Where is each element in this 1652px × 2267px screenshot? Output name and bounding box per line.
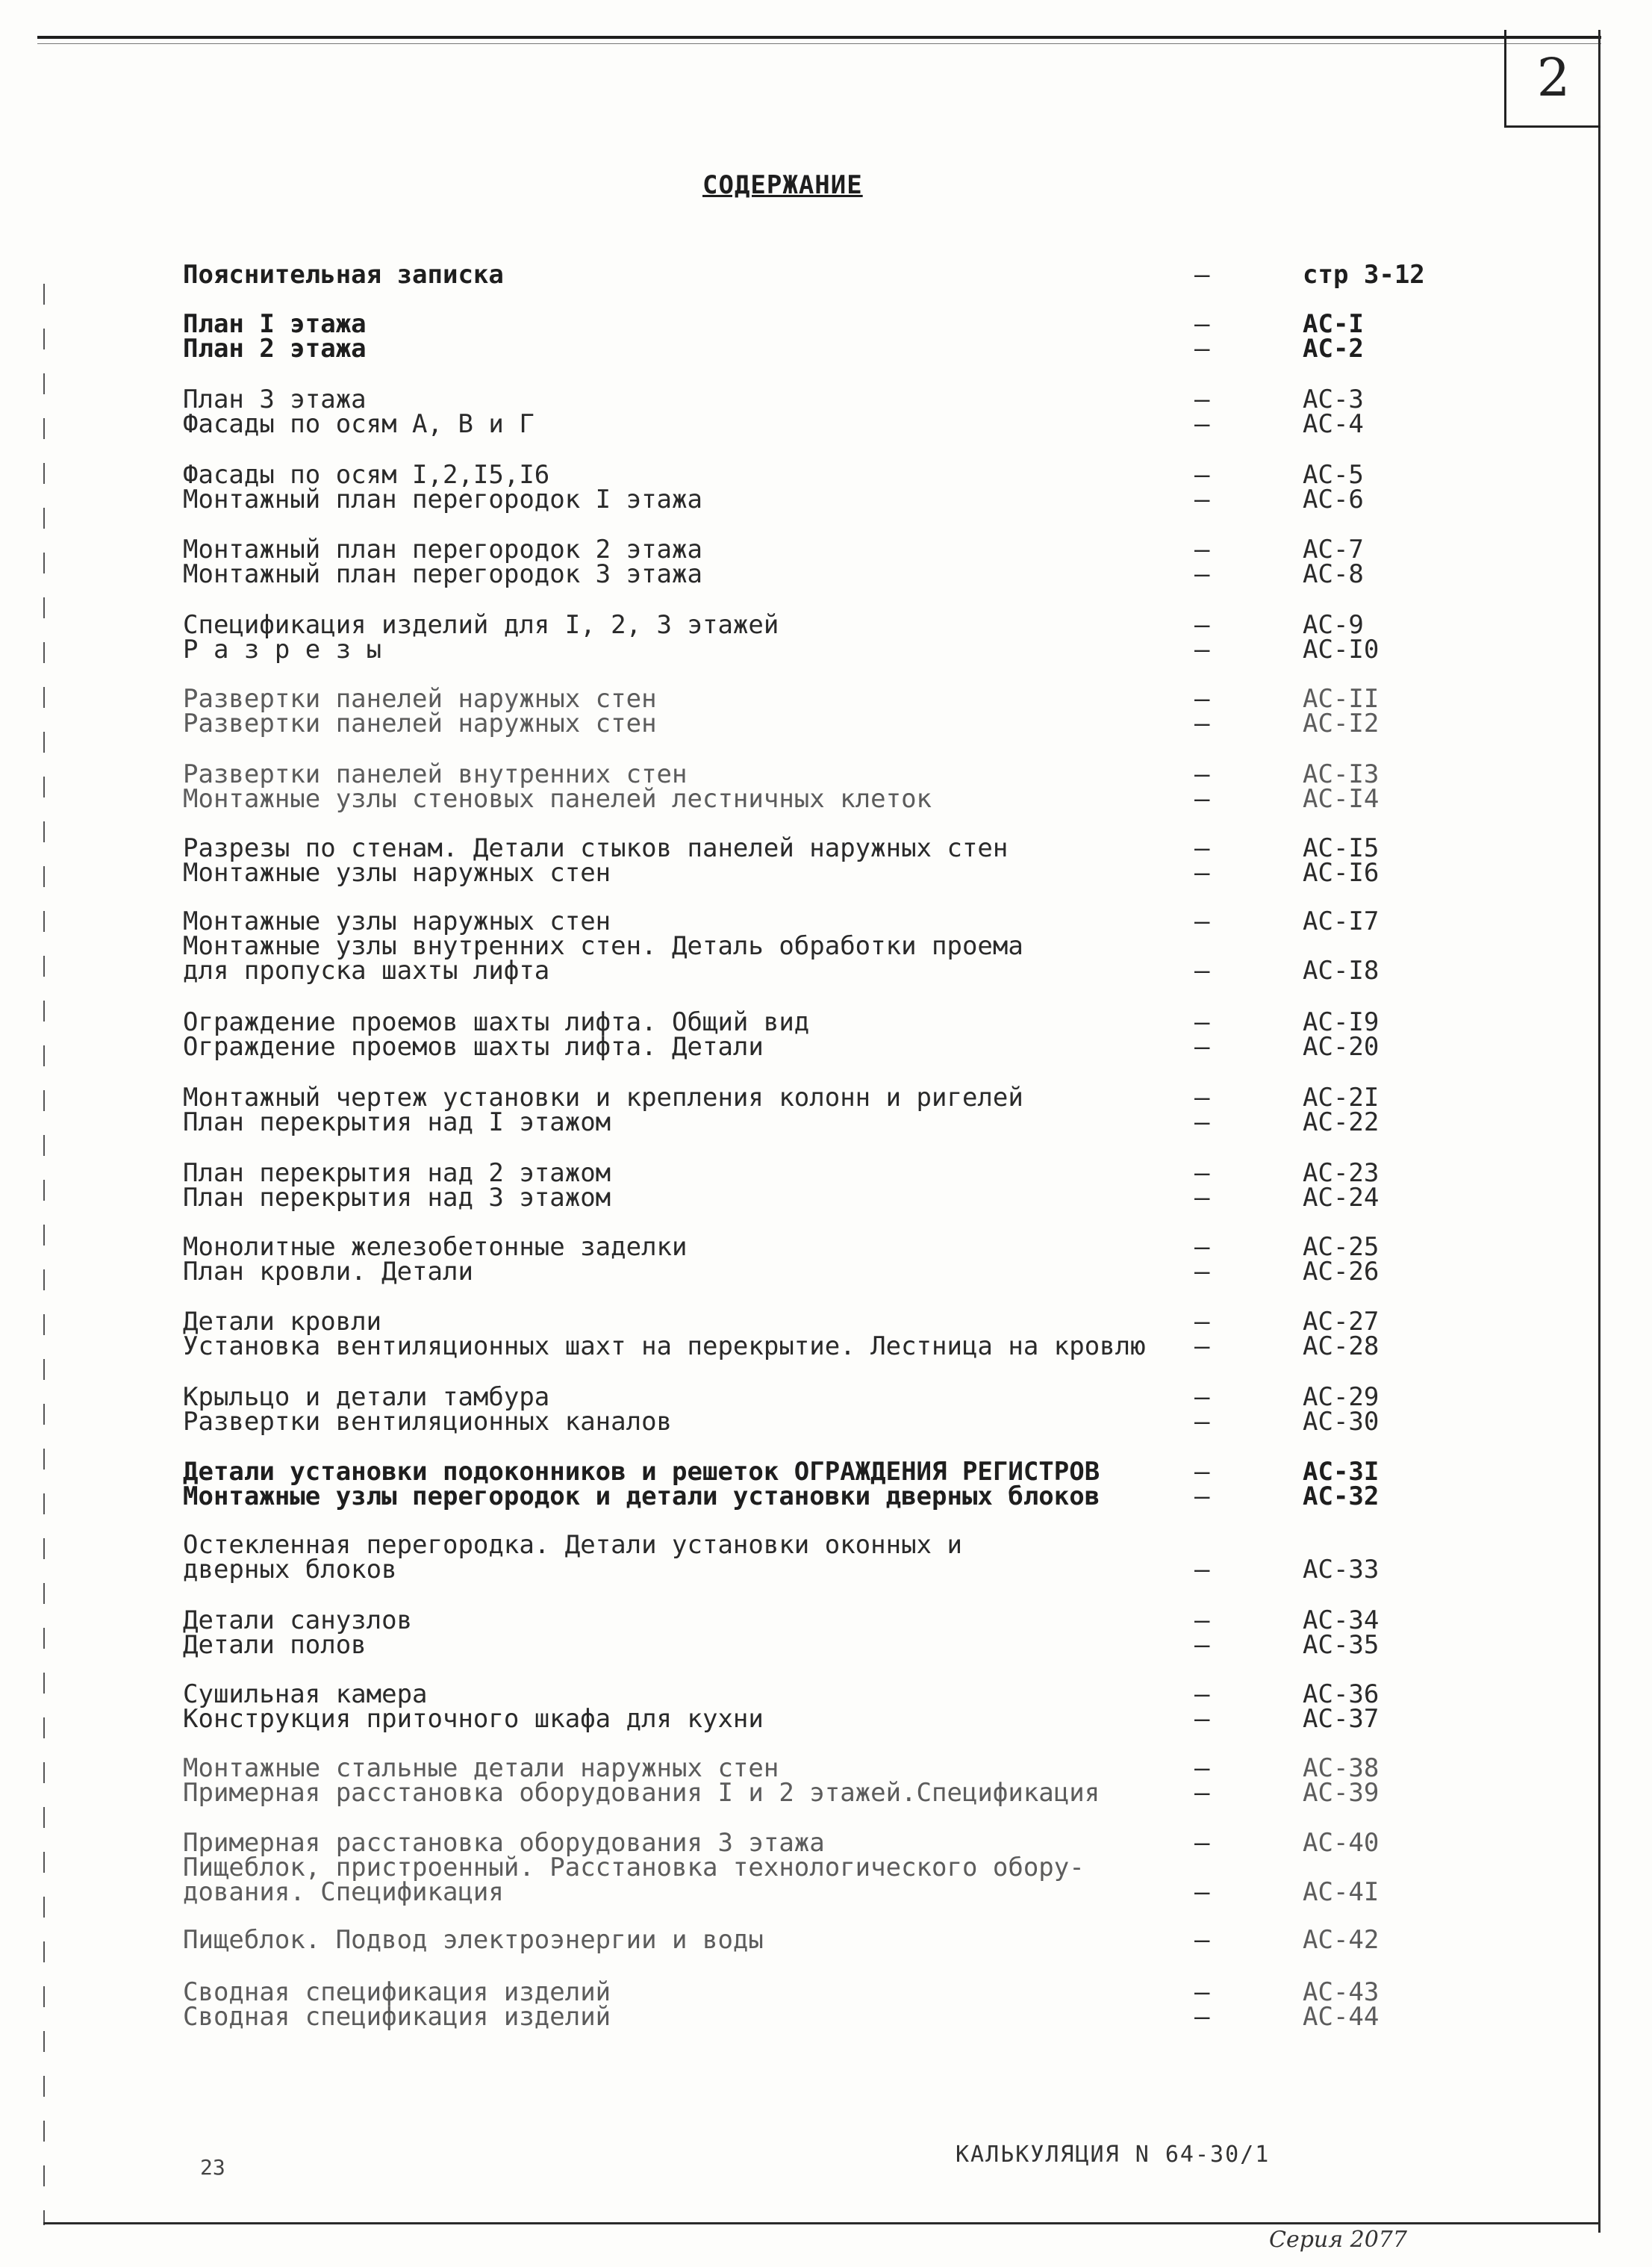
toc-line-title: Конструкция приточного шкафа для кухни	[183, 1704, 764, 1734]
toc-line-dash: –	[1194, 1007, 1210, 1037]
toc-line-title: Фасады по осям А, В и Г	[183, 409, 534, 439]
toc-line-title: Развертки панелей внутренних стен	[183, 759, 688, 789]
toc-line-dash: –	[1194, 1977, 1210, 2007]
toc-line-title: Монтажные узлы перегородок и детали установки дверных блоков	[183, 1481, 1100, 1511]
toc-line-dash: –	[1194, 535, 1210, 565]
toc-line-sheet-code: АС-44	[1303, 2002, 1380, 2032]
toc-line-sheet-code: АС-23	[1303, 1158, 1380, 1188]
toc-line-sheet-code: АС-26	[1303, 1257, 1380, 1287]
toc-line-title: План 3 этажа	[183, 385, 367, 414]
toc-line-sheet-code: АС-4I	[1303, 1877, 1380, 1907]
toc-line-title: План кровли. Детали	[183, 1257, 473, 1287]
toc-line-dash: –	[1194, 1555, 1210, 1585]
page-number: 2	[1536, 47, 1571, 108]
toc-line-sheet-code: АС-II	[1303, 684, 1380, 714]
toc-line-title: Монолитные железобетонные заделки	[183, 1232, 688, 1262]
toc-line-sheet-code: АС-34	[1303, 1605, 1380, 1635]
toc-line-title: План перекрытия над 2 этажом	[183, 1158, 611, 1188]
toc-line-sheet-code: АС-I8	[1303, 956, 1380, 986]
toc-line-sheet-code: АС-I0	[1303, 635, 1380, 665]
toc-line-title: Развертки вентиляционных каналов	[183, 1407, 673, 1437]
toc-line-dash: –	[1194, 1032, 1210, 1062]
toc-line-title: План 2 этажа	[183, 334, 367, 364]
toc-line-sheet-code: АС-29	[1303, 1382, 1380, 1412]
toc-line-sheet-code: АС-27	[1303, 1307, 1380, 1337]
toc-line-title: Детали полов	[183, 1630, 367, 1660]
toc-line-title: Остекленная перегородка. Детали установки оконных и	[183, 1530, 962, 1560]
toc-line-sheet-code: АС-9	[1303, 610, 1364, 640]
toc-line-sheet-code: АС-36	[1303, 1679, 1380, 1709]
toc-line-title: для пропуска шахты лифта	[183, 956, 550, 986]
toc-line-title: Сводная спецификация изделий	[183, 2002, 611, 2032]
toc-line-sheet-code: АС-39	[1303, 1778, 1380, 1808]
toc-line-dash: –	[1194, 1877, 1210, 1907]
toc-line-sheet-code: АС-I6	[1303, 858, 1380, 888]
toc-line-title: Примерная расстановка оборудования I и 2 этажей.Спецификация	[183, 1778, 1100, 1808]
handwritten-note: Серия 2077	[1269, 2227, 1407, 2253]
toc-line-sheet-code: АС-28	[1303, 1331, 1380, 1361]
toc-line-sheet-code: АС-2	[1303, 334, 1364, 364]
toc-line-sheet-code: АС-33	[1303, 1555, 1380, 1585]
toc-line-title: Детали установки подоконников и решеток ОГРАЖДЕНИЯ РЕГИСТРОВ	[183, 1457, 1100, 1487]
toc-line-dash: –	[1194, 1407, 1210, 1437]
toc-line-title: План I этажа	[183, 309, 367, 339]
toc-line-title: Монтажный план перегородок 2 этажа	[183, 535, 702, 565]
toc-line-title: Ограждение проемов шахты лифта. Детали	[183, 1032, 764, 1062]
toc-line-sheet-code: АС-22	[1303, 1107, 1380, 1137]
toc-line-title: Детали санузлов	[183, 1605, 413, 1635]
toc-line-title: Установка вентиляционных шахт на перекрытие. Лестница на кровлю	[183, 1331, 1146, 1361]
toc-line-dash: –	[1194, 858, 1210, 888]
toc-line-dash: –	[1194, 1232, 1210, 1262]
toc-line-title: Детали кровли	[183, 1307, 382, 1337]
toc-line-sheet-code: АС-5	[1303, 460, 1364, 490]
page-number-box	[1504, 30, 1600, 128]
toc-line-dash: –	[1194, 460, 1210, 490]
toc-line-title: Сушильная камера	[183, 1679, 428, 1709]
toc-line-title: Примерная расстановка оборудования 3 этажа	[183, 1828, 825, 1858]
toc-line-title: Монтажные узлы внутренних стен. Деталь обработки проема	[183, 931, 1023, 961]
top-border-thin	[37, 43, 1601, 44]
toc-line-sheet-code: АС-2I	[1303, 1083, 1380, 1113]
toc-line-dash: –	[1194, 1382, 1210, 1412]
toc-line-title: Развертки панелей наружных стен	[183, 709, 657, 738]
toc-line-sheet-code: АС-8	[1303, 559, 1364, 589]
toc-line-title: Крыльцо и детали тамбура	[183, 1382, 550, 1412]
toc-line-sheet-code: АС-I	[1303, 309, 1364, 339]
toc-line-dash: –	[1194, 1605, 1210, 1635]
toc-line-dash: –	[1194, 309, 1210, 339]
toc-line-sheet-code: АС-43	[1303, 1977, 1380, 2007]
toc-line-title: План перекрытия над I этажом	[183, 1107, 611, 1137]
toc-line-dash: –	[1194, 684, 1210, 714]
toc-line-dash: –	[1194, 260, 1210, 290]
toc-line-title: Р а з р е з ы	[183, 635, 382, 665]
toc-line-sheet-code: АС-I4	[1303, 784, 1380, 814]
toc-line-sheet-code: АС-40	[1303, 1828, 1380, 1858]
right-border	[1598, 30, 1600, 2233]
toc-line-dash: –	[1194, 635, 1210, 665]
toc-line-sheet-code: АС-I5	[1303, 833, 1380, 863]
toc-line-title: Пояснительная записка	[183, 260, 504, 290]
toc-line-sheet-code: АС-6	[1303, 485, 1364, 514]
page-title: СОДЕРЖАНИЕ	[702, 170, 863, 200]
toc-line-dash: –	[1194, 1679, 1210, 1709]
toc-line-title: Пищеблок. Подвод электроэнергии и воды	[183, 1925, 764, 1955]
toc-line-dash: –	[1194, 1257, 1210, 1287]
toc-line-dash: –	[1194, 1457, 1210, 1487]
toc-line-dash: –	[1194, 1630, 1210, 1660]
toc-line-dash: –	[1194, 559, 1210, 589]
toc-line-dash: –	[1194, 610, 1210, 640]
toc-line-sheet-code: АС-35	[1303, 1630, 1380, 1660]
footer-calculation-label: КАЛЬКУЛЯЦИЯ N 64-30/1	[956, 2142, 1271, 2168]
toc-line-dash: –	[1194, 1481, 1210, 1511]
toc-line-dash: –	[1194, 907, 1210, 936]
toc-line-sheet-code: АС-3I	[1303, 1457, 1380, 1487]
toc-line-title: Монтажные узлы наружных стен	[183, 858, 611, 888]
toc-line-dash: –	[1194, 485, 1210, 514]
toc-line-title: Спецификация изделий для I, 2, 3 этажей	[183, 610, 779, 640]
toc-line-title: Монтажный чертеж установки и крепления колонн и ригелей	[183, 1083, 1023, 1113]
toc-line-dash: –	[1194, 709, 1210, 738]
toc-line-sheet-code: АС-30	[1303, 1407, 1380, 1437]
toc-line-dash: –	[1194, 1307, 1210, 1337]
toc-line-sheet-code: АС-42	[1303, 1925, 1380, 1955]
toc-line-sheet-code: АС-3	[1303, 385, 1364, 414]
footer-left-number: 23	[200, 2155, 225, 2180]
toc-line-dash: –	[1194, 1925, 1210, 1955]
toc-line-sheet-code: АС-20	[1303, 1032, 1380, 1062]
toc-line-title: Разрезы по стенам. Детали стыков панелей наружных стен	[183, 833, 1009, 863]
toc-line-dash: –	[1194, 956, 1210, 986]
toc-line-sheet-code: АС-32	[1303, 1481, 1380, 1511]
toc-line-sheet-code: АС-37	[1303, 1704, 1380, 1734]
toc-line-dash: –	[1194, 334, 1210, 364]
toc-line-dash: –	[1194, 1083, 1210, 1113]
toc-line-sheet-code: АС-I2	[1303, 709, 1380, 738]
toc-line-sheet-code: АС-38	[1303, 1753, 1380, 1783]
toc-line-sheet-code: АС-I3	[1303, 759, 1380, 789]
toc-line-title: Монтажный план перегородок 3 этажа	[183, 559, 702, 589]
toc-line-dash: –	[1194, 833, 1210, 863]
toc-line-sheet-code: АС-24	[1303, 1183, 1380, 1213]
toc-line-dash: –	[1194, 1704, 1210, 1734]
toc-line-title: Фасады по осям I,2,I5,I6	[183, 460, 550, 490]
toc-line-title: дования. Спецификация	[183, 1877, 504, 1907]
toc-line-dash: –	[1194, 759, 1210, 789]
toc-line-title: Монтажный план перегородок I этажа	[183, 485, 702, 514]
toc-line-title: Монтажные узлы наружных стен	[183, 907, 611, 936]
toc-line-sheet-code: стр 3-12	[1303, 260, 1425, 290]
toc-line-dash: –	[1194, 784, 1210, 814]
toc-line-title: Ограждение проемов шахты лифта. Общий вид	[183, 1007, 810, 1037]
toc-line-dash: –	[1194, 1753, 1210, 1783]
toc-line-title: дверных блоков	[183, 1555, 397, 1585]
toc-line-title: План перекрытия над 3 этажом	[183, 1183, 611, 1213]
toc-line-dash: –	[1194, 1183, 1210, 1213]
toc-line-dash: –	[1194, 2002, 1210, 2032]
toc-line-title: Пищеблок, пристроенный. Расстановка технологического обору-	[183, 1853, 1085, 1882]
toc-line-dash: –	[1194, 385, 1210, 414]
top-border	[37, 36, 1601, 39]
toc-line-dash: –	[1194, 1158, 1210, 1188]
toc-line-dash: –	[1194, 1828, 1210, 1858]
toc-line-dash: –	[1194, 409, 1210, 439]
toc-line-sheet-code: АС-I9	[1303, 1007, 1380, 1037]
left-border	[43, 284, 45, 2225]
toc-line-title: Монтажные узлы стеновых панелей лестничных клеток	[183, 784, 932, 814]
toc-line-dash: –	[1194, 1778, 1210, 1808]
toc-line-sheet-code: АС-7	[1303, 535, 1364, 565]
toc-line-title: Развертки панелей наружных стен	[183, 684, 657, 714]
bottom-border	[43, 2222, 1598, 2224]
toc-line-title: Сводная спецификация изделий	[183, 1977, 611, 2007]
toc-line-dash: –	[1194, 1107, 1210, 1137]
toc-line-dash: –	[1194, 1331, 1210, 1361]
toc-line-title: Монтажные стальные детали наружных стен	[183, 1753, 779, 1783]
toc-line-sheet-code: АС-I7	[1303, 907, 1380, 936]
toc-line-sheet-code: АС-25	[1303, 1232, 1380, 1262]
toc-line-sheet-code: АС-4	[1303, 409, 1364, 439]
